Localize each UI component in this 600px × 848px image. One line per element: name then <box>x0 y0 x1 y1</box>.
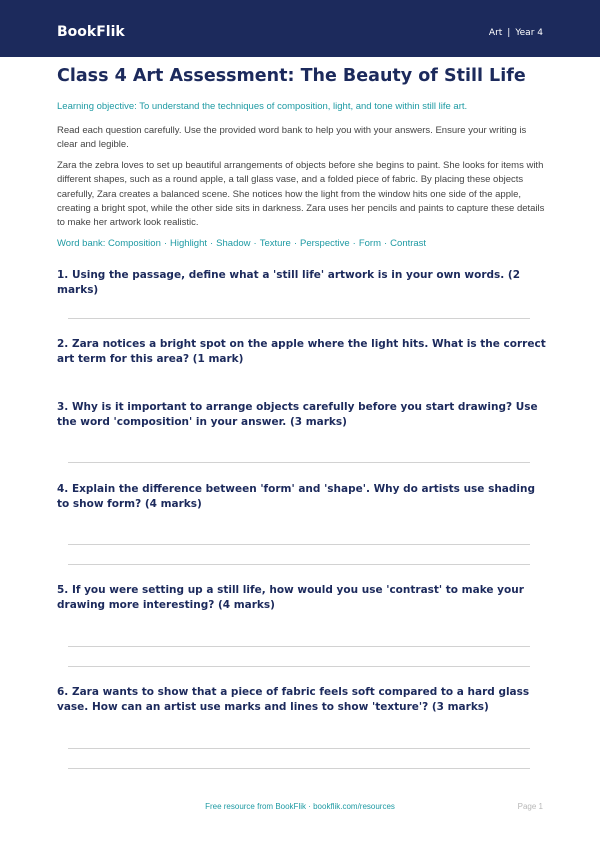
word-bank-word: Texture <box>259 238 291 249</box>
word-bank-word: Form <box>358 238 381 249</box>
question-1: 1. Using the passage, define what a 'still life' artwork is in your own words. (2 marks) <box>57 269 521 296</box>
question-3: 3. Why is it important to arrange objects carefully before you start drawing? Use the word 'composition' in your answer. (3 marks) <box>57 401 538 428</box>
word-bank-word: Composition <box>108 238 161 249</box>
breadcrumb-subject: Art <box>488 28 503 38</box>
question-6: 6. Zara wants to show that a piece of fabric feels soft compared to a hard glass vase. How can an artist use marks and lines to show 'texture'? (3 marks) <box>57 686 530 713</box>
question-4: 4. Explain the difference between 'form' and 'shape'. Why do artists use shading to show form? (4 marks) <box>57 483 536 510</box>
footer-credit[interactable]: Free resource from BookFlik · bookflik.com/resources <box>205 802 395 811</box>
word-bank-label: Word bank: <box>57 238 106 249</box>
brand-logo-text[interactable]: BookFlik <box>57 24 125 40</box>
word-bank-word: Contrast <box>390 238 427 249</box>
answer-line[interactable] <box>68 748 530 749</box>
answer-line[interactable] <box>68 564 530 565</box>
word-bank-separator: · <box>384 238 388 249</box>
question-2: 2. Zara notices a bright spot on the apple where the light hits. What is the correct art term for this area? (1 mark) <box>57 338 546 365</box>
word-bank-word: Shadow <box>216 238 251 249</box>
word-bank-separator: · <box>253 238 257 249</box>
answer-line[interactable] <box>68 768 530 769</box>
breadcrumb-separator: | <box>507 28 511 38</box>
page-title: Class 4 Art Assessment: The Beauty of Still Life <box>57 66 526 86</box>
word-bank-separator: · <box>352 238 356 249</box>
word-bank-separator: · <box>163 238 168 249</box>
reading-passage: Zara the zebra loves to set up beautiful arrangements of objects before she begins to paint. She looks for items with different shapes, such as a round apple, a tall glass vase, and a folded piece of fabric. By placing these objects carefully, Zara creates a balanced scene. She notices how the light from the window hits one side of the apple, creating a bright spot, while the other side sits in darkness. Zara uses her pencils and paints to capture these details to make her artwork look realistic. <box>57 160 545 229</box>
breadcrumb-year: Year 4 <box>515 28 543 38</box>
page-number: Page 1 <box>517 802 543 811</box>
word-bank <box>57 237 547 251</box>
answer-line[interactable] <box>68 646 530 647</box>
header-bar <box>0 0 600 57</box>
instructions-text: Read each question carefully. Use the provided word bank to help you with your answers. Ensure your writing is clear and legible. <box>57 125 527 151</box>
learning-objective: Learning objective: To understand the techniques of composition, light, and tone within still life art. <box>57 101 468 112</box>
answer-line[interactable] <box>68 666 530 667</box>
word-bank-separator: · <box>293 238 298 249</box>
word-bank-word: Highlight <box>170 238 207 249</box>
answer-line[interactable] <box>68 462 530 463</box>
breadcrumb <box>489 28 543 38</box>
word-bank-separator: · <box>210 238 214 249</box>
word-bank-word: Perspective <box>300 238 350 249</box>
answer-line[interactable] <box>68 544 530 545</box>
question-5: 5. If you were setting up a still life, how would you use 'contrast' to make your drawing more interesting? (4 marks) <box>57 584 524 611</box>
answer-line[interactable] <box>68 318 530 319</box>
